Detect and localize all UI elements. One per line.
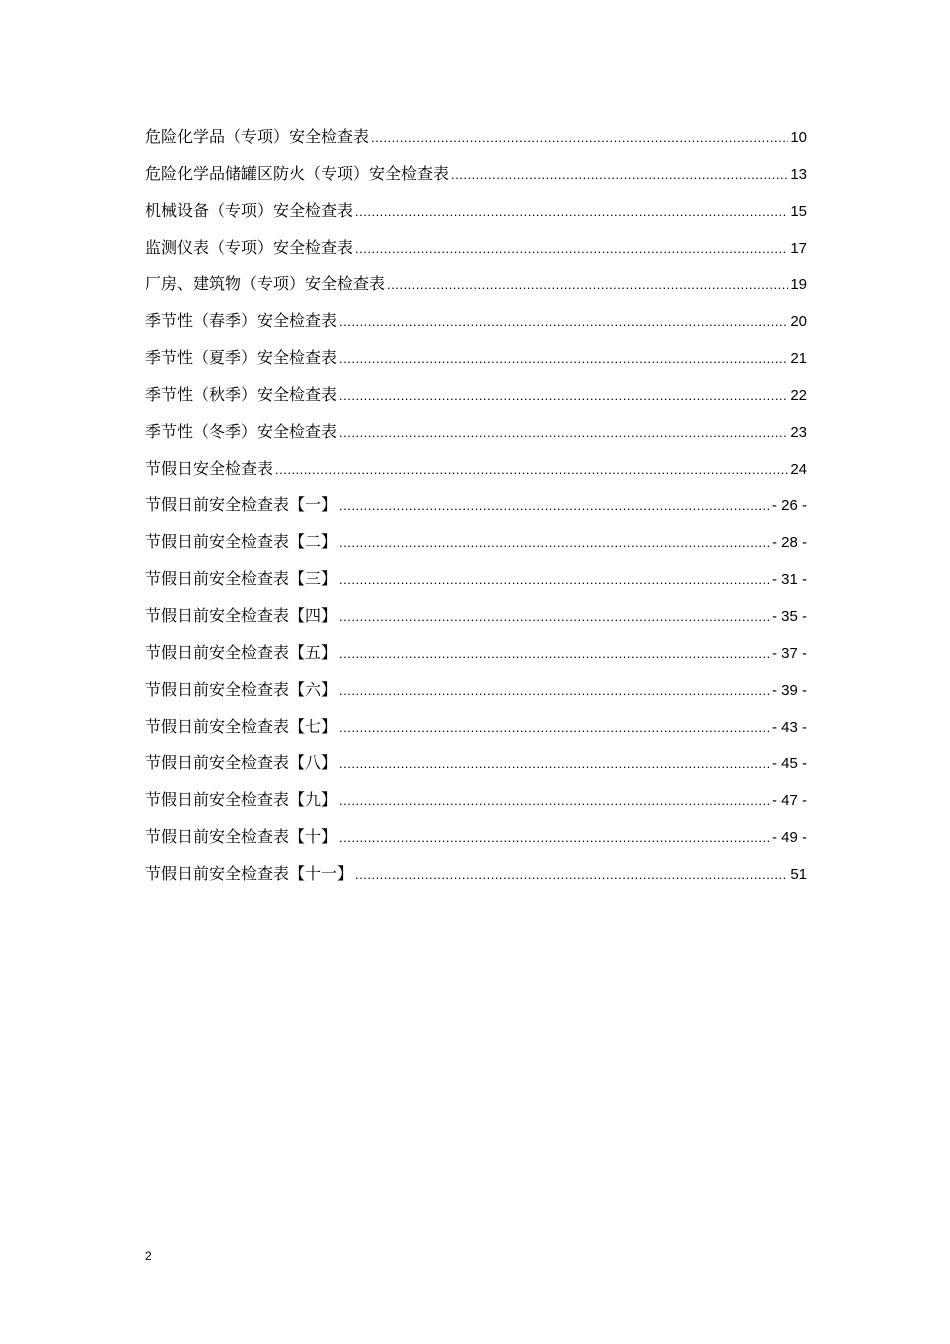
- toc-entry-page: - 31 -: [771, 571, 807, 589]
- toc-entry-page: 13: [790, 165, 807, 183]
- toc-entry[interactable]: [145, 163, 807, 200]
- table-of-contents: [145, 126, 807, 900]
- toc-entry[interactable]: [145, 237, 807, 274]
- toc-entry-title: 节假日前安全检查表【八】: [145, 753, 338, 773]
- toc-dot-leader: [339, 790, 770, 812]
- toc-entry[interactable]: [145, 347, 807, 384]
- toc-entry-title: 节假日前安全检查表【一】: [145, 495, 338, 515]
- toc-entry-title: 节假日前安全检查表【四】: [145, 605, 338, 625]
- toc-entry[interactable]: [145, 789, 807, 826]
- toc-entry-page: - 39 -: [771, 681, 807, 699]
- toc-entry-title: 节假日前安全检查表【二】: [145, 532, 338, 552]
- toc-entry-title: 节假日前安全检查表【五】: [145, 642, 338, 662]
- toc-entry-title: 节假日前安全检查表【六】: [145, 679, 338, 699]
- toc-entry-title: 节假日前安全检查表【九】: [145, 790, 338, 810]
- toc-dot-leader: [339, 643, 770, 665]
- toc-entry-page: 24: [790, 460, 807, 478]
- toc-dot-leader: [451, 164, 788, 186]
- toc-entry[interactable]: [145, 200, 807, 237]
- toc-entry-title: 危险化学品（专项）安全检查表: [145, 127, 370, 146]
- toc-entry-page: 15: [790, 202, 807, 220]
- toc-entry-page: - 45 -: [771, 755, 807, 773]
- toc-entry[interactable]: [145, 826, 807, 863]
- toc-entry-page: 10: [790, 129, 807, 146]
- toc-entry-page: 22: [790, 386, 807, 404]
- toc-entry-page: - 47 -: [771, 792, 807, 810]
- toc-dot-leader: [339, 717, 770, 739]
- toc-entry[interactable]: [145, 494, 807, 531]
- toc-entry-title: 节假日前安全检查表【十】: [145, 827, 338, 847]
- toc-entry-title: 危险化学品储罐区防火（专项）安全检查表: [145, 163, 450, 183]
- toc-entry[interactable]: [145, 642, 807, 679]
- toc-entry-title: 节假日安全检查表: [145, 458, 274, 478]
- toc-entry[interactable]: [145, 605, 807, 642]
- toc-dot-leader: [339, 348, 788, 370]
- toc-entry-title: 季节性（冬季）安全检查表: [145, 421, 338, 441]
- toc-entry-title: 监测仪表（专项）安全检查表: [145, 237, 354, 257]
- toc-entry-page: - 49 -: [771, 829, 807, 847]
- toc-entry[interactable]: [145, 421, 807, 458]
- toc-entry[interactable]: [145, 679, 807, 716]
- toc-entry[interactable]: [145, 310, 807, 347]
- toc-dot-leader: [355, 864, 788, 886]
- toc-entry[interactable]: [145, 568, 807, 605]
- toc-entry[interactable]: [145, 273, 807, 310]
- toc-dot-leader: [339, 753, 770, 775]
- toc-dot-leader: [387, 274, 788, 296]
- toc-dot-leader: [339, 569, 770, 591]
- toc-entry-title: 节假日前安全检查表【十一】: [145, 863, 354, 883]
- toc-entry-title: 机械设备（专项）安全检查表: [145, 200, 354, 220]
- toc-entry-title: 季节性（秋季）安全检查表: [145, 384, 338, 404]
- toc-entry-page: - 35 -: [771, 607, 807, 625]
- toc-dot-leader: [339, 680, 770, 702]
- toc-entry-page: 19: [790, 276, 807, 294]
- toc-dot-leader: [355, 238, 788, 260]
- toc-entry-page: 51: [790, 865, 807, 883]
- page-number: 2: [145, 1249, 152, 1263]
- toc-entry[interactable]: [145, 384, 807, 421]
- toc-dot-leader: [339, 827, 770, 849]
- toc-entry[interactable]: [145, 752, 807, 789]
- toc-entry[interactable]: [145, 716, 807, 753]
- toc-entry[interactable]: [145, 458, 807, 495]
- toc-entry-page: 17: [790, 239, 807, 257]
- toc-entry-title: 季节性（春季）安全检查表: [145, 311, 338, 331]
- toc-dot-leader: [339, 532, 770, 554]
- toc-entry-title: 厂房、建筑物（专项）安全检查表: [145, 274, 386, 294]
- toc-entry[interactable]: [145, 531, 807, 568]
- toc-entry-page: - 28 -: [771, 534, 807, 552]
- toc-entry-title: 节假日前安全检查表【七】: [145, 716, 338, 736]
- toc-entry-page: - 26 -: [771, 497, 807, 515]
- toc-entry-page: 23: [790, 423, 807, 441]
- toc-dot-leader: [339, 606, 770, 628]
- toc-entry-title: 季节性（夏季）安全检查表: [145, 348, 338, 368]
- toc-entry-page: 21: [790, 350, 807, 368]
- toc-entry-title: 节假日前安全检查表【三】: [145, 569, 338, 589]
- toc-entry-page: - 43 -: [771, 718, 807, 736]
- toc-entry-page: 20: [790, 313, 807, 331]
- toc-dot-leader: [339, 311, 788, 333]
- toc-dot-leader: [371, 127, 788, 149]
- toc-dot-leader: [339, 422, 788, 444]
- toc-entry[interactable]: [145, 126, 807, 163]
- toc-dot-leader: [355, 201, 788, 223]
- toc-dot-leader: [275, 459, 788, 481]
- toc-dot-leader: [339, 385, 788, 407]
- toc-dot-leader: [339, 495, 770, 517]
- toc-entry[interactable]: [145, 863, 807, 900]
- toc-entry-page: - 37 -: [771, 644, 807, 662]
